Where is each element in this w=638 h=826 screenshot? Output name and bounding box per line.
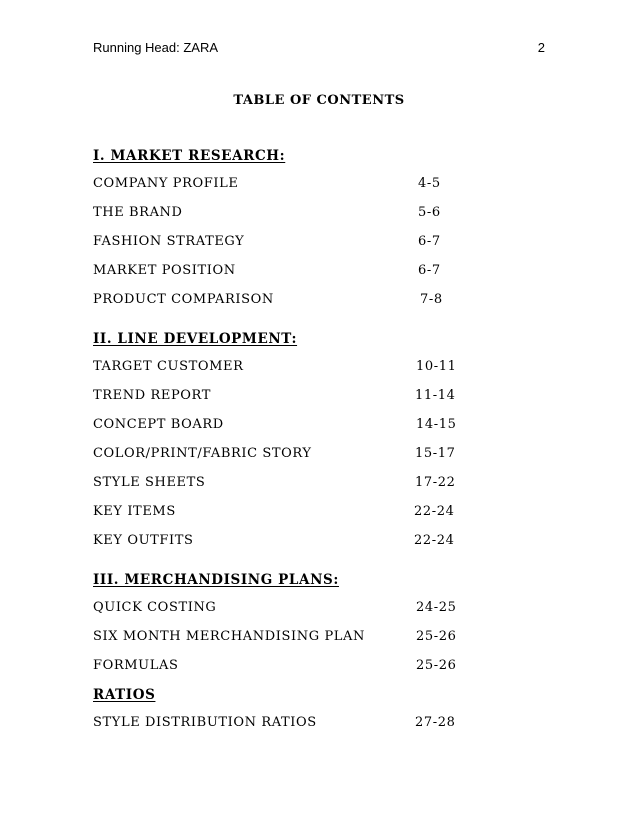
section-heading-market-research: I. MARKET RESEARCH: xyxy=(93,148,286,164)
toc-entry-label: PRODUCT COMPARISON xyxy=(93,292,274,307)
toc-entry-pages: 27-28 xyxy=(415,715,456,730)
toc-entry xyxy=(93,388,553,417)
toc-entry xyxy=(93,715,553,744)
toc-entry-pages: 14-15 xyxy=(416,417,457,432)
toc-entry xyxy=(93,417,553,446)
toc-entry xyxy=(93,600,553,629)
toc-entry xyxy=(93,205,553,234)
toc-entry-label: MARKET POSITION xyxy=(93,263,236,278)
toc-entry xyxy=(93,234,553,263)
section-heading-line-development: II. LINE DEVELOPMENT: xyxy=(93,331,298,347)
toc-entry-pages: 22-24 xyxy=(414,504,455,519)
section-heading-ratios: RATIOS xyxy=(93,687,156,703)
toc-entry xyxy=(93,504,553,533)
toc-entry-label: FORMULAS xyxy=(93,658,179,673)
toc-entry-pages: 15-17 xyxy=(415,446,456,461)
toc-entry-label: STYLE DISTRIBUTION RATIOS xyxy=(93,715,317,730)
running-head: Running Head: ZARA xyxy=(93,40,219,55)
table-of-contents xyxy=(93,148,553,744)
toc-entry-label: SIX MONTH MERCHANDISING PLAN xyxy=(93,629,365,644)
toc-entry-pages: 25-26 xyxy=(416,658,457,673)
toc-entry xyxy=(93,176,553,205)
toc-entry-pages: 22-24 xyxy=(414,533,455,548)
toc-entry-pages: 6-7 xyxy=(418,263,441,278)
toc-entry-label: TREND REPORT xyxy=(93,388,211,403)
page-number: 2 xyxy=(537,40,545,55)
toc-entry xyxy=(93,263,553,292)
toc-entry-label: COLOR/PRINT/FABRIC STORY xyxy=(93,446,312,461)
toc-entry-pages: 17-22 xyxy=(415,475,456,490)
toc-entry-label: KEY ITEMS xyxy=(93,504,176,519)
toc-entry-label: THE BRAND xyxy=(93,205,183,220)
toc-entry-pages: 6-7 xyxy=(418,234,441,249)
toc-entry-pages: 10-11 xyxy=(416,359,457,374)
toc-entry xyxy=(93,658,553,687)
toc-entry-pages: 5-6 xyxy=(418,205,441,220)
toc-entry-label: TARGET CUSTOMER xyxy=(93,359,244,374)
toc-entry-pages: 7-8 xyxy=(420,292,443,307)
toc-entry-label: KEY OUTFITS xyxy=(93,533,194,548)
toc-entry xyxy=(93,475,553,504)
toc-entry-label: QUICK COSTING xyxy=(93,600,217,615)
toc-title: TABLE OF CONTENTS xyxy=(233,93,405,108)
toc-entry-pages: 25-26 xyxy=(416,629,457,644)
toc-entry-label: CONCEPT BOARD xyxy=(93,417,224,432)
section-heading-merchandising-plans: III. MERCHANDISING PLANS: xyxy=(93,572,339,588)
toc-entry xyxy=(93,292,553,321)
toc-entry xyxy=(93,359,553,388)
toc-entry xyxy=(93,533,553,562)
toc-entry-label: STYLE SHEETS xyxy=(93,475,206,490)
toc-entry-label: COMPANY PROFILE xyxy=(93,176,239,191)
toc-entry xyxy=(93,446,553,475)
toc-entry xyxy=(93,629,553,658)
toc-entry-pages: 11-14 xyxy=(415,388,456,403)
toc-entry-label: FASHION STRATEGY xyxy=(93,234,245,249)
toc-entry-pages: 24-25 xyxy=(416,600,457,615)
toc-entry-pages: 4-5 xyxy=(418,176,441,191)
